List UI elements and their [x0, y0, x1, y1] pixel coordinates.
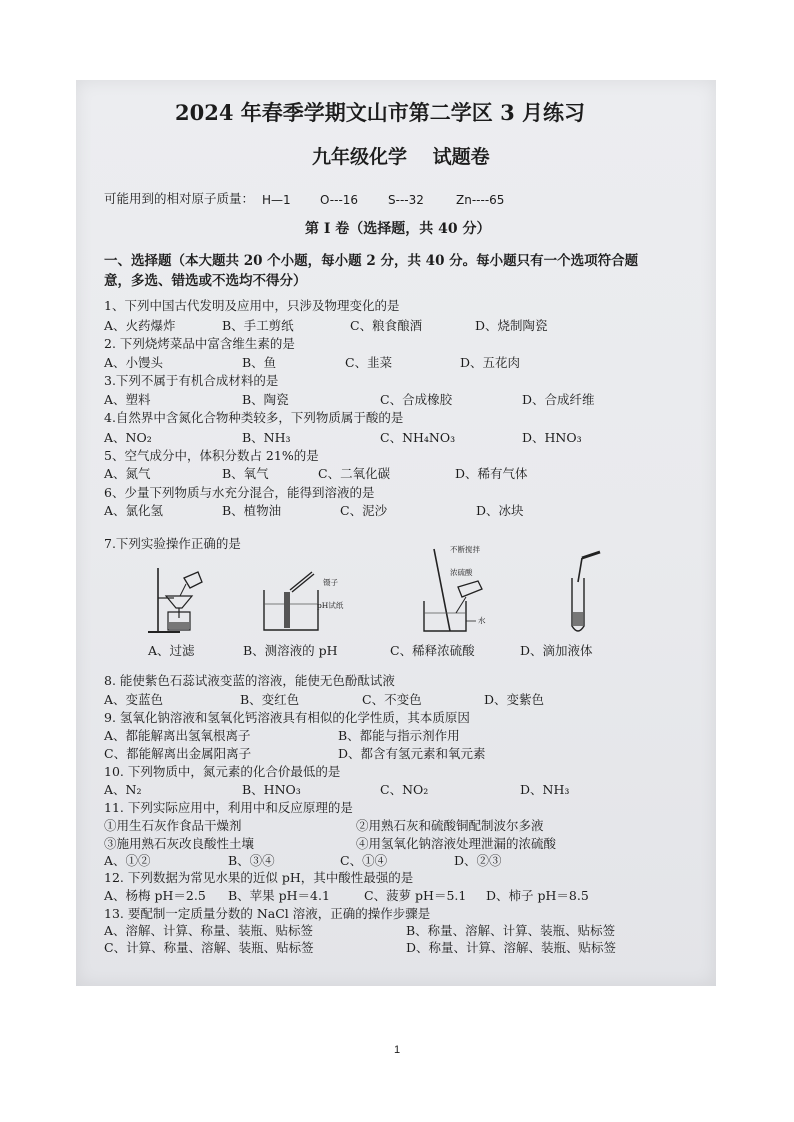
option-b: B、氧气	[222, 466, 269, 481]
option-a: A、塑料	[104, 392, 151, 407]
option-c: C、NO₂	[380, 782, 429, 797]
option-b: B、手工剪纸	[222, 318, 294, 333]
option-a: A、①②	[104, 853, 151, 868]
question-stem: 5、空气成分中，体积分数占 21%的是	[104, 448, 319, 463]
option-a: A、N₂	[104, 782, 142, 797]
atomic-mass-s: S---32	[388, 193, 424, 207]
stir-label: 不断搅拌	[450, 545, 480, 554]
statement-item: ①用生石灰作食品干燥剂	[104, 818, 242, 833]
question-stem: 10. 下列物质中，氮元素的化合价最低的是	[104, 764, 341, 779]
figure-c-label: C、稀释浓硫酸	[390, 643, 475, 658]
option-d: D、变紫色	[484, 692, 545, 707]
option-b: B、变红色	[240, 692, 300, 707]
option-d: D、稀有气体	[455, 466, 528, 481]
question-stem: 1、下列中国古代发明及应用中，只涉及物理变化的是	[104, 298, 400, 313]
exam-subtitle: 九年级化学 试题卷	[312, 146, 490, 168]
question-stem: 4.自然界中含氮化合物种类较多，下列物质属于酸的是	[104, 410, 404, 425]
question-stem: 11. 下列实际应用中，利用中和反应原理的是	[104, 800, 353, 815]
option-b: B、HNO₃	[242, 782, 301, 797]
figure-d-label: D、滴加液体	[520, 643, 593, 658]
ph-paper-label: pH试纸	[317, 601, 344, 610]
option-b: B、称量、溶解、计算、装瓶、贴标签	[406, 923, 616, 938]
option-c: C、粮食酿酒	[350, 318, 423, 333]
option-a: A、NO₂	[104, 430, 152, 445]
option-c: C、不变色	[362, 692, 422, 707]
option-a: A、杨梅 pH＝2.5	[104, 888, 206, 903]
option-a: A、小馒头	[104, 355, 164, 370]
section-instruction-line1: 一、选择题（本大题共 20 个小题，每小题 2 分，共 40 分。每小题只有一个选项符合题	[104, 253, 639, 269]
option-a: A、火药爆炸	[104, 318, 176, 333]
atomic-mass-h: H—1	[262, 193, 291, 207]
option-b: B、植物油	[222, 503, 282, 518]
option-d: D、柿子 pH＝8.5	[486, 888, 589, 903]
option-c: C、都能解离出金属阳离子	[104, 746, 252, 761]
part1-heading: 第 I 卷（选择题，共 40 分）	[305, 221, 491, 237]
option-b: B、③④	[228, 853, 275, 868]
atomic-mass-zn: Zn----65	[456, 193, 505, 207]
option-c: C、①④	[340, 853, 388, 868]
option-d: D、②③	[454, 853, 502, 868]
option-d: D、五花肉	[460, 355, 521, 370]
acid-label: 浓硫酸	[450, 568, 473, 577]
question-stem: 12. 下列数据为常见水果的近似 pH，其中酸性最强的是	[104, 870, 414, 885]
section-instruction-line2: 意，多选、错选或不选均不得分）	[104, 273, 307, 289]
option-a: A、氮气	[104, 466, 151, 481]
option-c: C、NH₄NO₃	[380, 430, 456, 445]
question-stem: 7.下列实验操作正确的是	[104, 536, 241, 551]
option-a: A、都能解离出氢氧根离子	[104, 728, 251, 743]
question-stem: 8. 能使紫色石蕊试液变蓝的溶液，能使无色酚酞试液	[104, 673, 395, 688]
dropper-figure	[566, 548, 606, 638]
option-a: A、溶解、计算、称量、装瓶、贴标签	[104, 923, 314, 938]
statement-item: ④用氢氧化钠溶液处理泄漏的浓硫酸	[356, 836, 557, 851]
figure-b-label: B、测溶液的 pH	[243, 643, 338, 658]
option-c: C、二氧化碳	[318, 466, 391, 481]
option-d: D、NH₃	[520, 782, 570, 797]
exam-title: 2024 年春季学期文山市第二学区 3 月练习	[175, 100, 585, 125]
option-b: B、陶瓷	[242, 392, 289, 407]
water-label: 水	[478, 616, 486, 625]
option-d: D、称量、计算、溶解、装瓶、贴标签	[406, 940, 617, 955]
question-stem: 9. 氢氧化钠溶液和氢氧化钙溶液具有相似的化学性质，其本质原因	[104, 710, 470, 725]
option-c: C、韭菜	[345, 355, 393, 370]
option-d: D、合成纤维	[522, 392, 595, 407]
option-c: C、泥沙	[340, 503, 388, 518]
tweezers-label: 镊子	[323, 578, 338, 587]
option-a: A、变蓝色	[104, 692, 164, 707]
option-d: D、HNO₃	[522, 430, 582, 445]
statement-item: ③施用熟石灰改良酸性土壤	[104, 836, 255, 851]
question-stem: 6、少量下列物质与水充分混合，能得到溶液的是	[104, 485, 375, 500]
option-b: B、都能与指示剂作用	[338, 728, 460, 743]
statement-item: ②用熟石灰和硫酸铜配制波尔多液	[356, 818, 544, 833]
option-d: D、烧制陶瓷	[475, 318, 548, 333]
option-b: B、NH₃	[242, 430, 291, 445]
option-c: C、合成橡胶	[380, 392, 453, 407]
question-stem: 13. 要配制一定质量分数的 NaCl 溶液，正确的操作步骤是	[104, 906, 431, 921]
page-number: 1	[393, 1044, 401, 1056]
option-d: D、都含有氢元素和氧元素	[338, 746, 486, 761]
atomic-mass-o: O---16	[320, 193, 359, 207]
option-b: B、鱼	[242, 355, 277, 370]
figure-a-label: A、过滤	[148, 643, 195, 658]
filtration-apparatus-figure	[140, 562, 210, 634]
atomic-mass-label: 可能用到的相对原子质量：	[104, 191, 255, 206]
option-b: B、苹果 pH＝4.1	[228, 888, 330, 903]
option-c: C、计算、称量、溶解、装瓶、贴标签	[104, 940, 314, 955]
option-d: D、冰块	[476, 503, 524, 518]
question-stem: 3.下列不属于有机合成材料的是	[104, 373, 279, 388]
question-stem: 2. 下列烧烤菜品中富含维生素的是	[104, 336, 295, 351]
option-c: C、菠萝 pH＝5.1	[364, 888, 467, 903]
option-a: A、氯化氢	[104, 503, 164, 518]
